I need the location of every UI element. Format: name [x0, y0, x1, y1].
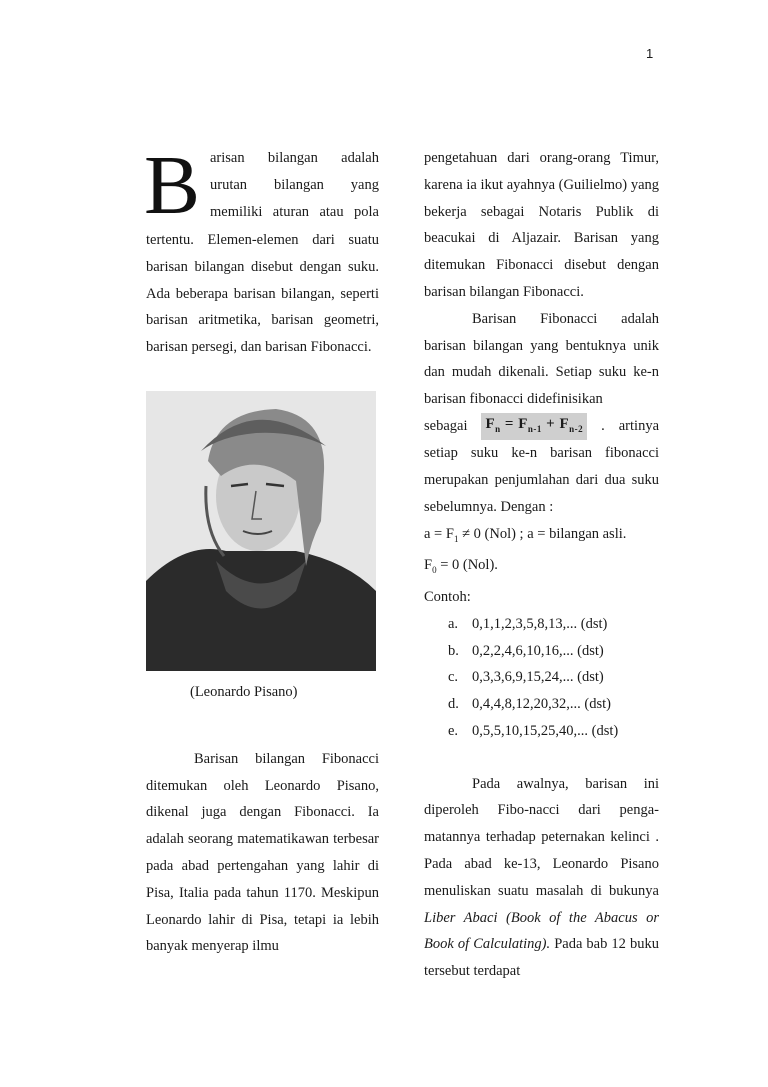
- list-item: b. 0,2,2,4,6,10,16,... (dst): [448, 642, 604, 659]
- page-number: 1: [646, 46, 654, 61]
- formula-prefix: sebagai: [424, 417, 468, 434]
- leonardo-portrait: [146, 391, 376, 671]
- intro-rest: tertentu. Elemen-elemen dari suatu barisan bilangan disebut dengan suku. Ada beberapa barisan bilangan, seperti barisan aritmetika, barisan geometri, barisan persegi, dan barisan Fibonacci.: [146, 232, 379, 356]
- condition-f0: $F_0 = 0$ (Nol).: [424, 557, 498, 576]
- drop-cap: B: [144, 139, 201, 232]
- formula-suffix: . artinya setiap suku ke-n barisan fibonacci merupakan penjumlahan dari dua suku sebelumnya. Dengan :: [424, 417, 660, 515]
- list-item: a. 0,1,1,2,3,5,8,13,... (dst): [448, 615, 608, 632]
- intro-paragraph: [144, 139, 379, 361]
- fibonacci-formula: $F_n = F_{n-1} + F_{n-2}$: [481, 413, 587, 440]
- intro-line-2: urutan bilangan yang: [210, 176, 379, 193]
- formula-paragraph: [424, 413, 659, 521]
- right-paragraph-2: Barisan Fibonacci adalah barisan bilangan yang bentuknya unik dan mudah dikenali. Setiap suku ke-n barisan fibonacci didefinisikan: [424, 310, 659, 408]
- left-paragraph-2: Barisan bilangan Fibonacci ditemukan oleh Leonardo Pisano, dikenal juga dengan Fibonacci. Ia adalah seorang matematikawan terbesar pada abad pertengahan yang lahir di Pisa, Italia pada tahun 1170. Meskipun Leonardo lahir di Pisa, tetapi ia lebih banyak menyerap ilmu: [146, 750, 379, 955]
- left-column: [144, 139, 379, 960]
- intro-line-3: memiliki aturan atau pola: [210, 203, 379, 220]
- intro-line-1: arisan bilangan adalah: [210, 150, 379, 166]
- portrait-image: [146, 391, 376, 671]
- list-item: d. 0,4,4,8,12,20,32,... (dst): [448, 696, 611, 713]
- right-paragraph-1: pengetahuan dari orang-orang Timur, karena ia ikut ayahnya (Guilielmo) yang bekerja sebagai Notaris Publik di beacukai di Aljazair. Barisan yang ditemukan Fibonacci disebut dengan barisan bilangan Fibonacci.: [424, 150, 659, 300]
- right-column: [424, 145, 659, 985]
- list-item: c. 0,3,3,6,9,15,24,... (dst): [448, 669, 604, 686]
- list-item: e. 0,5,5,10,15,25,40,... (dst): [448, 722, 619, 739]
- right-paragraph-3: Pada awalnya, barisan ini diperoleh Fibo-nacci dari penga-matannya terhadap peternakan kelinci . Pada abad ke-13, Leonardo Pisano menuliskan suatu masalah di bukunya Liber Abaci (Book of the Abacus or Book of Calculating). Pada bab 12 buku tersebut terdapat: [424, 775, 659, 980]
- contoh-label: Contoh:: [424, 588, 471, 605]
- portrait-caption: (Leonardo Pisano): [190, 683, 298, 700]
- example-list: [424, 611, 659, 745]
- condition-a: $a = F_1 \ne 0$ (Nol) ; a = bilangan asli.: [424, 525, 627, 544]
